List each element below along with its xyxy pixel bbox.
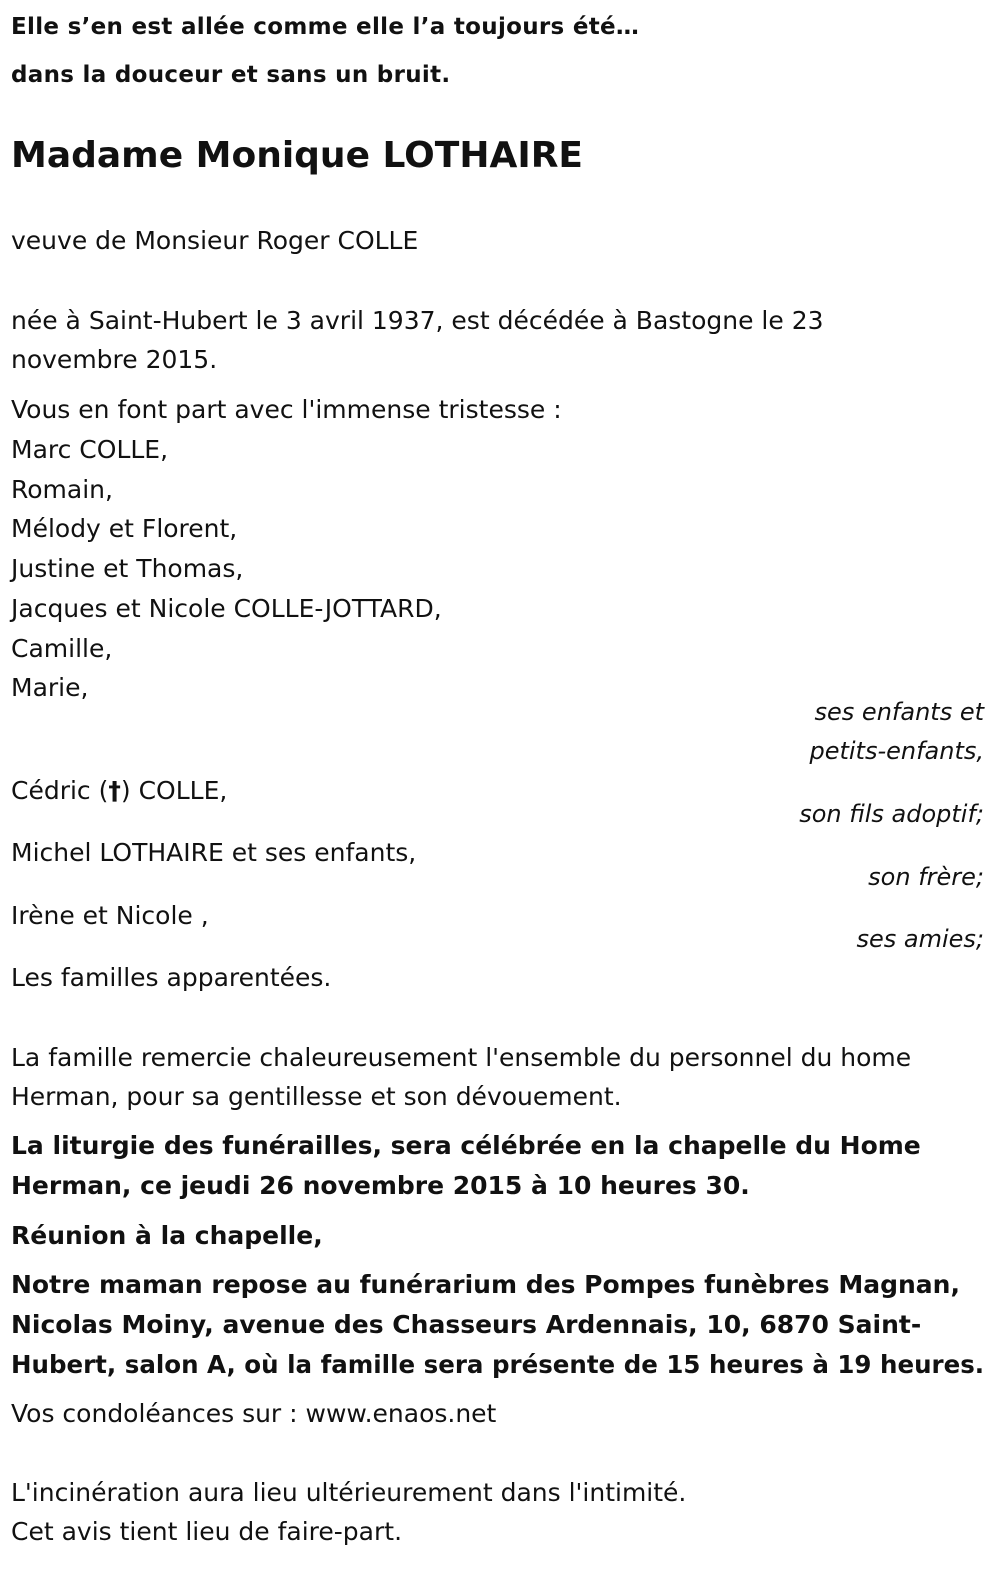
condolences-line: Vos condoléances sur : www.enaos.net <box>11 1399 497 1428</box>
adopted-son-role: son fils adoptif; <box>799 800 984 828</box>
spouse-line: veuve de Monsieur Roger COLLE <box>11 226 419 255</box>
children-role-line-2: petits-enfants, <box>809 737 984 765</box>
liturgy-line-1: La liturgie des funérailles, sera célébrée en la chapelle du Home <box>11 1131 921 1160</box>
birth-death-line-1: née à Saint-Hubert le 3 avril 1937, est décédée à Bastogne le 23 <box>11 306 824 335</box>
deceased-name: Madame Monique LOTHAIRE <box>11 135 584 176</box>
rest-line-2: Nicolas Moiny, avenue des Chasseurs Ardennais, 10, 6870 Saint- <box>11 1310 922 1339</box>
children-role-line-1: ses enfants et <box>814 698 984 726</box>
announce-line: Vous en font part avec l'immense tristesse : <box>11 395 562 424</box>
family-member: Justine et Thomas, <box>11 554 244 583</box>
family-member: Romain, <box>11 475 113 504</box>
brother-role: son frère; <box>868 863 984 891</box>
intro-line-1: Elle s’en est allée comme elle l’a toujours été… <box>11 14 640 40</box>
meeting-line: Réunion à la chapelle, <box>11 1221 323 1250</box>
thanks-line-1: La famille remercie chaleureusement l'ensemble du personnel du home <box>11 1043 912 1072</box>
liturgy-line-2: Herman, ce jeudi 26 novembre 2015 à 10 heures 30. <box>11 1171 750 1200</box>
brother-line: Michel LOTHAIRE et ses enfants, <box>11 838 417 867</box>
adopted-son-name-end: ) COLLE, <box>120 776 228 805</box>
families-line: Les familles apparentées. <box>11 963 332 992</box>
family-member: Jacques et Nicole COLLE-JOTTARD, <box>11 594 442 623</box>
family-member: Mélody et Florent, <box>11 514 238 543</box>
closing-line-1: L'incinération aura lieu ultérieurement dans l'intimité. <box>11 1478 687 1507</box>
cross-icon: † <box>108 776 121 805</box>
thanks-line-2: Herman, pour sa gentillesse et son dévouement. <box>11 1082 622 1111</box>
friends-line: Irène et Nicole , <box>11 901 209 930</box>
rest-line-3: Hubert, salon A, où la famille sera présente de 15 heures à 19 heures. <box>11 1350 985 1379</box>
family-member: Marc COLLE, <box>11 435 169 464</box>
intro-line-2: dans la douceur et sans un bruit. <box>11 62 451 88</box>
family-member: Marie, <box>11 673 89 702</box>
friends-role: ses amies; <box>856 925 984 953</box>
adopted-son-line <box>11 776 227 806</box>
closing-line-2: Cet avis tient lieu de faire-part. <box>11 1517 403 1546</box>
birth-death-line-2: novembre 2015. <box>11 345 218 374</box>
adopted-son-name-start: Cédric ( <box>11 776 109 805</box>
rest-line-1: Notre maman repose au funérarium des Pompes funèbres Magnan, <box>11 1270 960 1299</box>
family-member: Camille, <box>11 634 113 663</box>
